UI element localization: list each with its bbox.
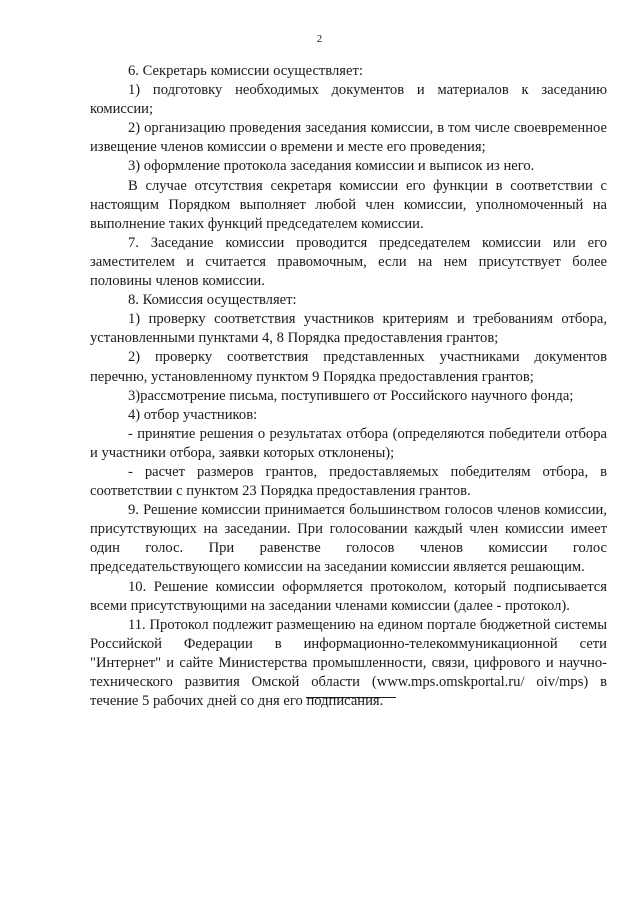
paragraph-8-item-4-dash-1: - принятие решения о результатах отбора (определяются победители отбора и участники отбора, заявки которых отклонены);: [90, 425, 607, 461]
paragraph-6-item-2: 2) организацию проведения заседания комиссии, в том числе своевременное извещение членов комиссии о времени и месте его проведения;: [90, 120, 607, 156]
paragraph-8-item-3: 3)рассмотрение письма, поступившего от Российского научного фонда;: [128, 387, 574, 404]
document-body: [90, 62, 607, 711]
paragraph-9: 9. Решение комиссии принимается большинством голосов членов комиссии, присутствующих на заседании. При голосовании каждый член комиссии имеет один голос. При равенстве голосов членов комиссии голос председательствующего комиссии на заседании комиссии является решающим.: [90, 502, 607, 576]
paragraph-10: 10. Решение комиссии оформляется протоколом, который подписывается всеми присутствующими на заседании членами комиссии (далее - протокол).: [90, 578, 607, 614]
paragraph-8-item-4: 4) отбор участников:: [128, 406, 258, 423]
paragraph-8-item-1: 1) проверку соответствия участников критериям и требованиям отбора, установленными пунктами 4, 8 Порядка предоставления грантов;: [90, 311, 607, 347]
paragraph-7: 7. Заседание комиссии проводится председателем комиссии или его заместителем и считается правомочным, если на нем присутствует более половины членов комиссии.: [90, 234, 607, 290]
paragraph-6-heading: 6. Секретарь комиссии осуществляет:: [128, 63, 363, 79]
paragraph-8-heading: 8. Комиссия осуществляет:: [128, 292, 297, 309]
paragraph-6-item-3: 3) оформление протокола заседания комиссии и выписок из него.: [128, 158, 535, 175]
closing-divider: [306, 697, 396, 698]
page-number: 2: [316, 33, 323, 45]
paragraph-8-item-4-dash-2: - расчет размеров грантов, предоставляемых победителям отбора, в соответствии с пунктом 23 Порядка предоставления грантов.: [90, 463, 607, 500]
paragraph-11: 11. Протокол подлежит размещению на едином портале бюджетной системы Российской Федерации в информационно-телекоммуникационной сети "Интернет" и сайте Министерства промышленности, связи, цифрового и научно-технического развития Омской области (www.mps.omskportal.ru/ oiv/mps) в течение 5 рабочих дней со дня его подписания.: [90, 616, 607, 710]
paragraph-6-secretary-absence: В случае отсутствия секретаря комиссии его функции в соответствии с настоящим Порядком выполняет любой член комиссии, уполномоченный на выполнение таких функций председателем комиссии.: [90, 177, 607, 232]
paragraph-8-item-2: 2) проверку соответствия представленных участниками документов перечню, установленному пунктом 9 Порядка предоставления грантов;: [90, 349, 607, 385]
paragraph-6-item-1: 1) подготовку необходимых документов и материалов к заседанию комиссии;: [90, 82, 607, 118]
